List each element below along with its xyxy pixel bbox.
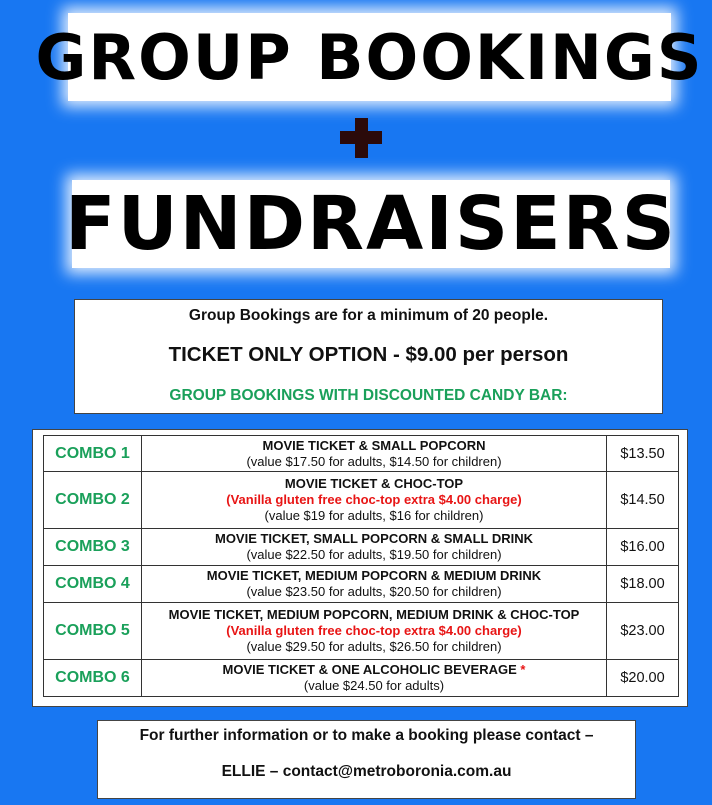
combo-value: (value $17.50 for adults, $14.50 for children) (246, 453, 502, 469)
combo-title: MOVIE TICKET, MEDIUM POPCORN & MEDIUM DRINK (206, 568, 542, 583)
combo-title-line (142, 662, 606, 678)
combo-description (142, 472, 607, 529)
table-row (44, 603, 679, 660)
ticket-only-text: TICKET ONLY OPTION - $9.00 per person (168, 343, 569, 366)
combo-table (43, 435, 679, 697)
combo-name: COMBO 1 (44, 436, 142, 472)
combo-description (142, 436, 607, 472)
combo-price: $16.00 (607, 529, 679, 566)
combo-price: $13.50 (607, 436, 679, 472)
combo-title: MOVIE TICKET & ONE ALCOHOLIC BEVERAGE (222, 662, 517, 677)
combo-name: COMBO 6 (44, 660, 142, 697)
combo-price: $23.00 (607, 603, 679, 660)
group-bookings-banner: GROUP BOOKINGS (68, 13, 671, 101)
combo-value: (value $23.50 for adults, $20.50 for children) (246, 584, 502, 599)
fundraisers-banner: FUNDRAISERS (65, 181, 677, 267)
minimum-text: Group Bookings are for a minimum of 20 people. (188, 307, 549, 324)
contact-prompt: For further information or to make a booking please contact – (139, 727, 594, 744)
table-row (44, 566, 679, 603)
table-row (44, 472, 679, 529)
combo-name: COMBO 5 (44, 603, 142, 660)
combo-title: MOVIE TICKET & CHOC-TOP (284, 476, 464, 491)
table-row (44, 529, 679, 566)
combo-description (142, 603, 607, 660)
combo-description (142, 660, 607, 697)
table-row (44, 660, 679, 697)
contact-box (97, 720, 636, 799)
combo-description (142, 566, 607, 603)
combo-note: (Vanilla gluten free choc-top extra $4.00 charge) (226, 623, 522, 638)
combo-title: MOVIE TICKET, MEDIUM POPCORN, MEDIUM DRINK & CHOC-TOP (168, 607, 580, 622)
contact-email[interactable]: ELLIE – contact@metroboronia.com.au (221, 763, 512, 780)
asterisk: * (520, 662, 526, 677)
combo-description (142, 529, 607, 566)
combo-price: $18.00 (607, 566, 679, 603)
combo-note: (Vanilla gluten free choc-top extra $4.00 charge) (226, 492, 522, 507)
combo-value: (value $19 for adults, $16 for children) (264, 508, 484, 523)
combo-price: $20.00 (607, 660, 679, 697)
combo-panel (32, 429, 688, 707)
combo-value: (value $24.50 for adults) (303, 678, 445, 693)
combo-name: COMBO 3 (44, 529, 142, 566)
combo-value: (value $22.50 for adults, $19.50 for children) (246, 547, 502, 562)
group-heading: GROUP BOOKINGS WITH DISCOUNTED CANDY BAR: (169, 387, 568, 404)
combo-name: COMBO 4 (44, 566, 142, 603)
combo-title: MOVIE TICKET & SMALL POPCORN (262, 437, 486, 453)
combo-name: COMBO 2 (44, 472, 142, 529)
combo-title: MOVIE TICKET, SMALL POPCORN & SMALL DRINK (214, 531, 534, 546)
plus-icon (340, 118, 382, 158)
table-row (44, 436, 679, 472)
combo-value: (value $29.50 for adults, $26.50 for children) (246, 639, 502, 654)
info-box (74, 299, 663, 414)
combo-price: $14.50 (607, 472, 679, 529)
